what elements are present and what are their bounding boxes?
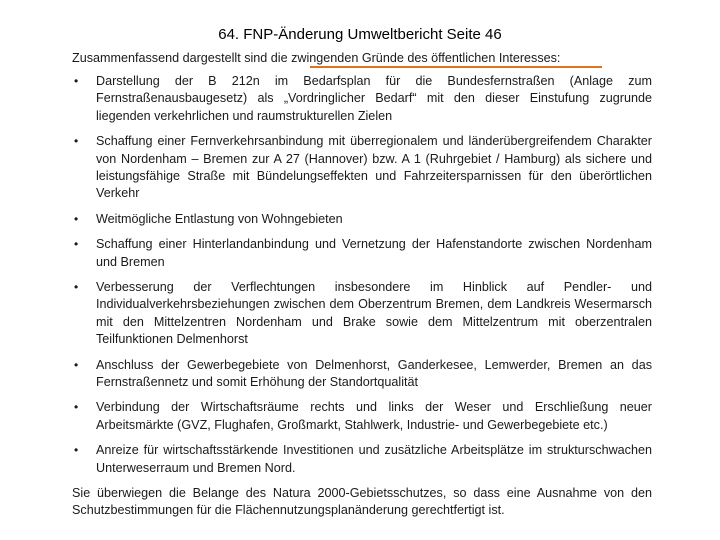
bullet-icon: • — [74, 443, 79, 458]
list-item-text: Verbindung der Wirtschaftsräume rechts und links der Weser und Erschließung neuer Arbeitsmärkte (GVZ, Flughafen, Großmarkt, Stahlwerk, Industrie- und Gewerbegebiete etc.) — [96, 400, 652, 432]
list-item-text: Weitmögliche Entlastung von Wohngebieten — [96, 211, 343, 226]
document-scan — [72, 50, 652, 532]
list-item — [72, 236, 652, 270]
list-item — [72, 279, 652, 348]
bullet-icon: • — [74, 211, 79, 226]
bullet-icon: • — [74, 357, 79, 372]
bullet-icon: • — [74, 134, 79, 149]
list-item-text: Verbesserung der Verflechtungen insbesondere im Hinblick auf Pendler- und Individualverkehrsbeziehungen zwischen dem Oberzentrum Bremen, dem Landkreis Wesermarsch mit den Mittelzentren Nordenham und Brake sowie dem Mittelzentrum mit oberzentralen Teilfunktionen Delmenhorst — [96, 280, 652, 346]
bullet-icon: • — [74, 74, 79, 89]
bullet-icon: • — [74, 237, 79, 252]
conclusion-paragraph: Sie überwiegen die Belange des Natura 2000-Gebietsschutzes, so dass eine Ausnahme von den Schutzbestimmungen für die Flächennutzungsplanänderung gerechtfertigt ist. — [72, 486, 652, 518]
list-item — [72, 442, 652, 476]
highlight-underline — [310, 66, 602, 68]
list-item — [72, 211, 652, 228]
reasons-list — [72, 73, 652, 477]
intro-paragraph — [72, 50, 652, 67]
intro-text: Zusammenfassend dargestellt sind die zwingenden Gründe des öffentlichen Interesses: — [72, 51, 561, 65]
list-item — [72, 357, 652, 391]
list-item — [72, 133, 652, 202]
list-item-text: Schaffung einer Fernverkehrsanbindung mit überregionalem und länderübergreifendem Charakter von Nordenham – Bremen zur A 27 (Hannover) bzw. A 1 (Ruhrgebiet / Hamburg) als sichere und leistungsfähige Straße mit Bündelungseffekten und Fahrzeitersparnissen für den überörtlichen Verkehr — [96, 134, 652, 200]
list-item-text: Anschluss der Gewerbegebiete von Delmenhorst, Ganderkesee, Lemwerder, Bremen an das Fernstraßennetz und somit Erhöhung der Standortqualität — [96, 357, 652, 389]
bullet-icon: • — [74, 280, 79, 295]
list-item-text: Anreize für wirtschaftsstärkende Investitionen und zusätzliche Arbeitsplätze im strukturschwachen Unterweserraum und Bremen Nord. — [96, 443, 652, 475]
list-item-text: Schaffung einer Hinterlandanbindung und Vernetzung der Hafenstandorte zwischen Nordenham und Bremen — [96, 237, 652, 269]
list-item — [72, 399, 652, 433]
list-item — [72, 73, 652, 125]
page-title: 64. FNP-Änderung Umweltbericht Seite 46 — [218, 26, 502, 43]
list-item-text: Darstellung der B 212n im Bedarfsplan für die Bundesfernstraßen (Anlage zum Fernstraßenausbaugesetz) als „Vordringlicher Bedarf“ mit den dieser Einstufung zugrunde liegenden verkehrlichen und raumstrukturellen Zielen — [96, 74, 652, 123]
bullet-icon: • — [74, 400, 79, 415]
